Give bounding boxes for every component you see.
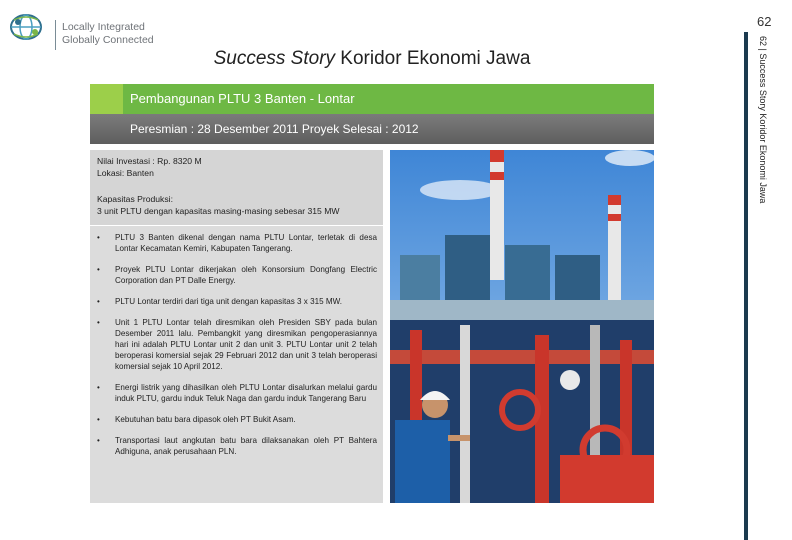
bullet-text: Unit 1 PLTU Lontar telah diresmikan oleh Presiden SBY pada bulan Desember 2011 lalu. Pembangkit yang diresmikan pengoperasiannya hari ini adalah PLTU Lontar unit 2 dan unit 3. PLTU Lontar unit 2 telah beroperasi komersial sejak 29 Februari 2012 dan unit 3 telah beroperasi komersial sejak 10 April 2012. bbox=[115, 318, 377, 371]
page-number: 62 bbox=[757, 14, 772, 29]
logo-divider bbox=[55, 20, 56, 50]
bullet-dot: • bbox=[97, 318, 100, 327]
info-box bbox=[90, 150, 383, 225]
bullet-text: Proyek PLTU Lontar dikerjakan oleh Konsorsium Dongfang Electric Corporation dan PT Dalle Energy. bbox=[115, 265, 377, 285]
bullet-text: Transportasi laut angkutan batu bara dilaksanakan oleh PT Bahtera Adhiguna, anak perusahaan PLN. bbox=[115, 436, 377, 456]
bullet-dot: • bbox=[97, 383, 100, 392]
globe-logo-icon bbox=[8, 8, 48, 46]
date-text: Peresmian : 28 Desember 2011 Proyek Selesai : 2012 bbox=[130, 122, 419, 136]
logo bbox=[8, 8, 158, 46]
bullet-list bbox=[90, 226, 383, 457]
bullet-text: Kebutuhan batu bara dipasok oleh PT Bukit Asam. bbox=[115, 415, 296, 424]
bullet-item bbox=[90, 296, 377, 307]
bullet-item bbox=[90, 414, 377, 425]
bullet-item bbox=[90, 264, 377, 286]
logo-text bbox=[62, 21, 154, 47]
side-title-text: 62 | Success Story Koridor Ekonomi Jawa bbox=[758, 36, 768, 204]
kapasitas-label: Kapasitas Produksi: bbox=[97, 194, 173, 204]
project-title: Pembangunan PLTU 3 Banten - Lontar bbox=[130, 91, 355, 106]
bullet-text: Energi listrik yang dihasilkan oleh PLTU Lontar disalurkan melalui gardu induk PLTU, gardu induk Teluk Naga dan gardu induk Tangerang Baru bbox=[115, 383, 377, 403]
bullet-dot: • bbox=[97, 297, 100, 306]
bullet-text: PLTU 3 Banten dikenal dengan nama PLTU Lontar, terletak di desa Lontar Kecamatan Kemiri, Kabupaten Tangerang. bbox=[115, 233, 377, 253]
title-italic: Success Story bbox=[213, 48, 336, 69]
side-bar bbox=[744, 32, 748, 540]
bullet-item bbox=[90, 232, 377, 254]
project-band-square bbox=[90, 84, 123, 114]
bullet-text: PLTU Lontar terdiri dari tiga unit dengan kapasitas 3 x 315 MW. bbox=[115, 297, 343, 306]
bullet-item bbox=[90, 435, 377, 457]
bullet-dot: • bbox=[97, 415, 100, 424]
project-band bbox=[90, 84, 654, 114]
kapasitas-value: 3 unit PLTU dengan kapasitas masing-masing sebesar 315 MW bbox=[97, 206, 340, 216]
bullet-dot: • bbox=[97, 233, 100, 242]
lokasi-text: Lokasi: Banten bbox=[97, 168, 154, 178]
title-rest: Koridor Ekonomi Jawa bbox=[335, 48, 531, 69]
logo-line-2: Globally Connected bbox=[62, 34, 154, 46]
bullet-dot: • bbox=[97, 265, 100, 274]
bullet-item bbox=[90, 317, 377, 372]
side-title bbox=[756, 36, 770, 222]
bullet-box bbox=[90, 226, 383, 503]
page-title bbox=[90, 48, 654, 70]
date-band bbox=[90, 114, 654, 144]
bullet-dot: • bbox=[97, 436, 100, 445]
logo-line-1: Locally Integrated bbox=[62, 21, 145, 33]
power-plant-photo bbox=[390, 150, 654, 503]
bullet-item bbox=[90, 382, 377, 404]
investasi-text: Nilai Investasi : Rp. 8320 M bbox=[97, 156, 202, 166]
